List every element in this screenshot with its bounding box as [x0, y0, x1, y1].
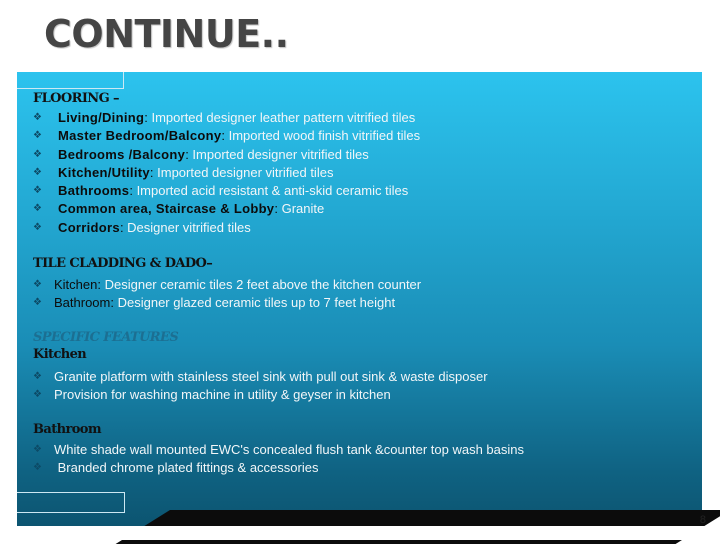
list-item	[33, 441, 524, 459]
item-text: Designer glazed ceramic tiles up to 7 feet height	[117, 295, 396, 311]
item-text: Imported designer vitrified tiles	[157, 164, 334, 180]
item-label: Bathrooms	[58, 183, 130, 199]
item-text: Branded chrome plated fittings & accessories	[54, 460, 319, 476]
item-separator: :	[144, 110, 152, 125]
list-item	[33, 459, 524, 477]
item-separator: :	[274, 201, 282, 217]
item-separator: :	[149, 164, 158, 180]
item-text: Designer ceramic tiles 2 feet above the kitchen counter	[104, 277, 422, 292]
list-item	[33, 109, 420, 127]
list-item	[33, 127, 420, 145]
item-separator: :	[110, 295, 118, 311]
item-text: Provision for washing machine in utility & geyser in kitchen	[54, 387, 391, 403]
bathroom-list	[33, 441, 524, 478]
list-item	[33, 200, 420, 218]
flooring-list	[33, 109, 420, 237]
diamond-bullet-icon: ❖	[33, 203, 42, 215]
list-item	[33, 294, 421, 312]
kitchen-list	[33, 368, 488, 405]
diamond-bullet-icon: ❖	[33, 112, 42, 123]
item-text: Designer vitrified tiles	[127, 219, 251, 235]
diamond-bullet-icon: ❖	[33, 279, 42, 290]
tile-cladding-heading: TILE CLADDING & DADO–	[33, 256, 213, 271]
item-label: Master Bedroom/Balcony	[58, 128, 222, 144]
item-label: Bathroom	[54, 295, 111, 311]
list-item	[33, 368, 488, 386]
list-item	[33, 276, 421, 294]
panel-bracket-bottom	[17, 492, 125, 513]
diamond-bullet-icon: ❖	[33, 148, 42, 160]
bathroom-heading: Bathroom	[33, 422, 102, 437]
item-text: Granite	[281, 201, 325, 217]
item-separator: :	[221, 128, 229, 144]
item-text: White shade wall mounted EWC's concealed flush tank &counter top wash basins	[54, 442, 525, 457]
diamond-bullet-icon: ❖	[33, 221, 42, 233]
item-label: Living/Dining	[58, 110, 145, 125]
diamond-bullet-icon: ❖	[33, 130, 42, 142]
panel-bracket-top	[17, 72, 124, 89]
diamond-bullet-icon: ❖	[33, 297, 42, 309]
flooring-heading: FLOORING –	[33, 91, 119, 106]
kitchen-heading: Kitchen	[33, 347, 87, 362]
item-text: Imported designer vitrified tiles	[192, 146, 369, 162]
item-text: Imported designer leather pattern vitrified tiles	[151, 110, 416, 125]
item-separator: :	[185, 146, 193, 162]
list-item	[33, 219, 420, 237]
item-label: Common area, Staircase & Lobby	[58, 201, 275, 217]
item-label: Corridors	[58, 219, 120, 235]
diamond-bullet-icon: ❖	[33, 185, 42, 197]
item-text: Imported wood finish vitrified tiles	[228, 128, 421, 144]
item-label: Kitchen/Utility	[58, 164, 150, 180]
page-number: 8	[699, 514, 706, 526]
list-item	[33, 386, 488, 404]
item-separator: :	[119, 219, 128, 235]
list-item	[33, 164, 420, 182]
slide-title: CONTINUE..	[44, 12, 289, 56]
item-separator: :	[129, 183, 137, 199]
diamond-bullet-icon: ❖	[33, 371, 42, 382]
diamond-bullet-icon: ❖	[33, 462, 42, 474]
diamond-bullet-icon: ❖	[33, 444, 42, 455]
item-label: Kitchen	[54, 277, 98, 292]
item-text: Imported acid resistant & anti-skid ceramic tiles	[136, 183, 409, 199]
list-item	[33, 146, 420, 164]
tile-cladding-list	[33, 276, 421, 313]
specific-features-heading: SPECIFIC FEATURES	[33, 330, 179, 345]
list-item	[33, 182, 420, 200]
footer-strip	[0, 526, 720, 540]
diamond-bullet-icon: ❖	[33, 389, 42, 401]
item-label: Bedrooms /Balcony	[58, 146, 186, 162]
item-separator: :	[97, 277, 105, 292]
diamond-bullet-icon: ❖	[33, 166, 42, 178]
item-text: Granite platform with stainless steel sink with pull out sink & waste disposer	[54, 369, 488, 384]
